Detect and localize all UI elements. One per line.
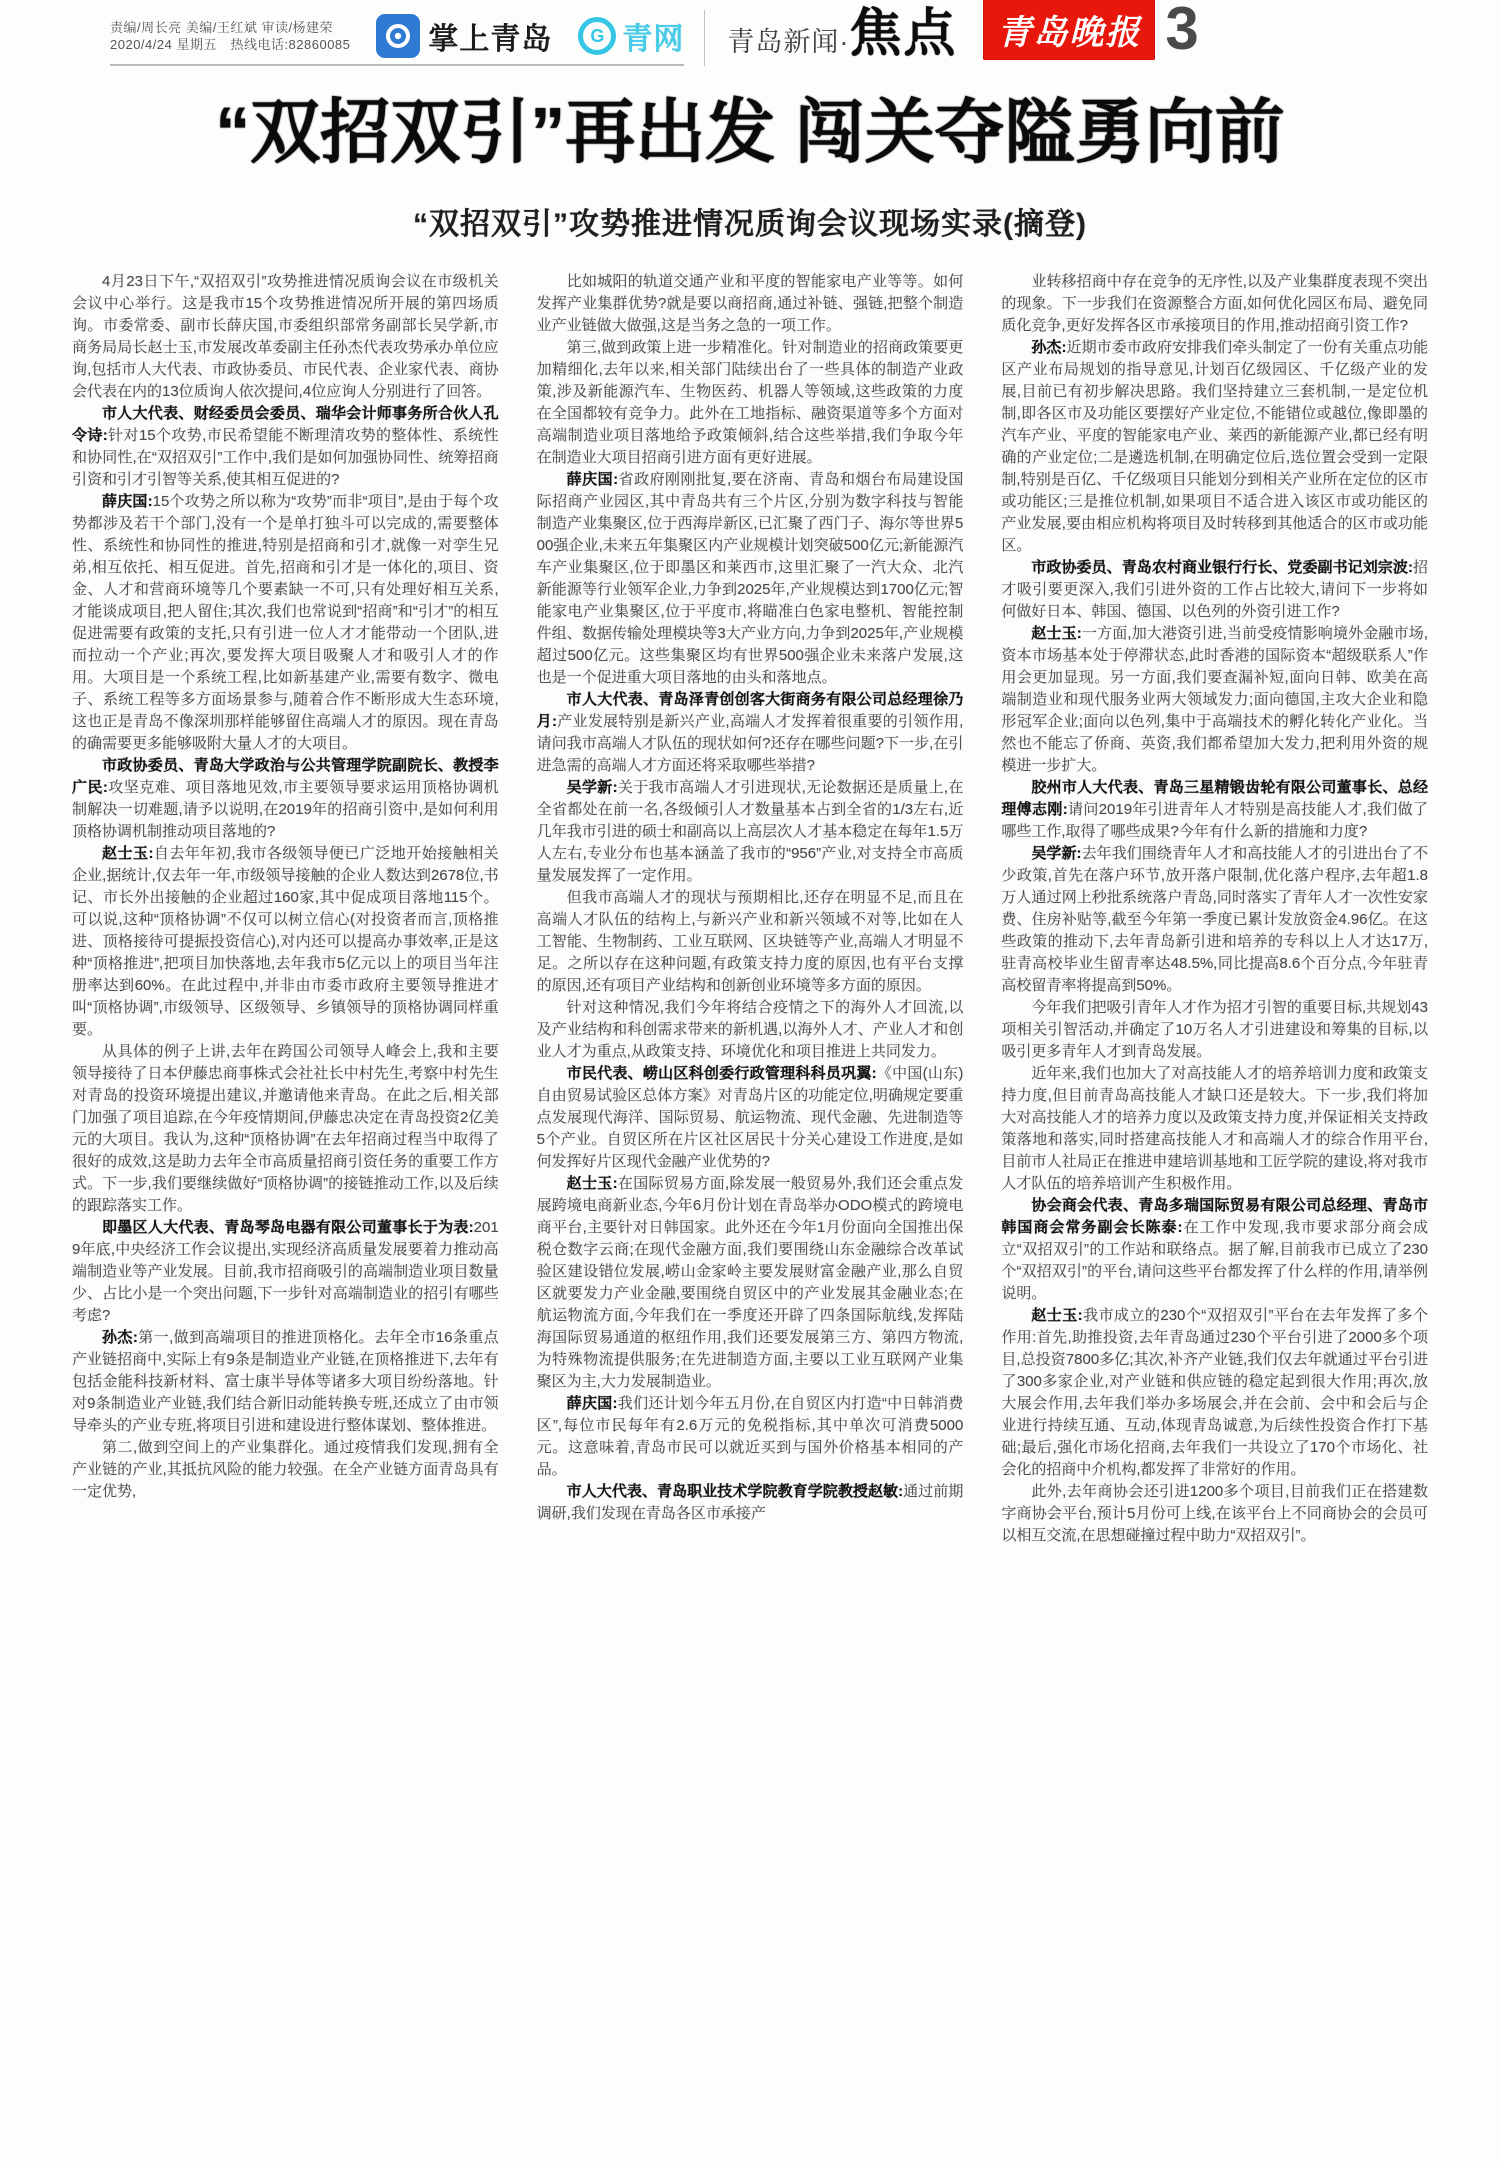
body-paragraph: 针对这种情况,我们今年将结合疫情之下的海外人才回流,以及产业结构和科创需求带来的新机遇,以海外人才、产业人才和创业人才为重点,从政策支持、环境优化和项目推进上共同发力。 xyxy=(536,999,964,1060)
speaker-lead: 协会商会代表、青岛多瑞国际贸易有限公司总经理、青岛市韩国商会常务副会长陈泰: xyxy=(1001,1197,1429,1236)
web-logo-label: 青网 xyxy=(622,23,685,56)
speaker-lead: 薛庆国: xyxy=(102,493,153,510)
body-paragraph: 赵士玉:一方面,加大港资引进,当前受疫情影响境外金融市场,资本市场基本处于停滞状态,此时香港的国际资本“超级联系人”作用会更加显现。另一方面,我们要查漏补短,面向日韩、欧美在高端制造业和现代服务业两大领域发力;面向德国,主攻大企业和隐形冠军企业;面向以色列,集中于高端技术的孵化转化产业化。当然也不能忘了侨商、英资,我们都希望加大发力,把利用外资的规模进一步扩大。 xyxy=(1001,625,1429,774)
body-paragraph: 市人大代表、青岛职业技术学院教育学院教授赵敏:通过前期调研,我们发现在青岛各区市承接产 xyxy=(536,1483,964,1522)
body-paragraph: 吴学新:关于我市高端人才引进现状,无论数据还是质量上,在全省都处在前一名,各级倾引人才数量基本占到全省的1/3左右,近几年我市引进的硕士和副高以上高层次人才基本稳定在每年1.5万人左右,专业分布也基本涵盖了我市的“956”产业,对支持全市高质量发展发挥了一定作用。 xyxy=(536,779,964,884)
body-paragraph: 吴学新:去年我们围绕青年人才和高技能人才的引进出台了不少政策,首先在落户环节,放开落户限制,优化落户程序,去年超1.8万人通过网上秒批系统落户青岛,同时落实了青年人才一次性安家费、住房补贴等,截至今年第一季度已累计发放资金4.96亿。在这些政策的推动下,去年青岛新引进和培养的专科以上人才达17万,驻青高校毕业生留青率达48.5%,同比提高8.6个百分点,今年驻青高校留青率将提高到50%。 xyxy=(1001,845,1429,994)
credits-block xyxy=(110,19,350,53)
speaker-lead: 孙杰: xyxy=(1031,339,1067,356)
column-3 xyxy=(1001,271,1428,2156)
masthead-divider xyxy=(704,10,705,66)
speaker-lead: 市人大代表、青岛职业技术学院教育学院教授赵敏: xyxy=(566,1483,904,1500)
speaker-lead: 市人大代表、财经委员会委员、瑞华会计师事务所合伙人孔令诗: xyxy=(72,405,499,444)
qingwang-logo-icon: G xyxy=(578,17,616,55)
speaker-lead: 孙杰: xyxy=(102,1329,138,1346)
speaker-lead: 赵士玉: xyxy=(1031,1307,1083,1324)
speaker-lead: 赵士玉: xyxy=(1031,625,1082,642)
main-headline: “双招双引”再出发 闯关夺隘勇向前 xyxy=(215,93,1285,171)
body-paragraph: 第三,做到政策上进一步精准化。针对制造业的招商政策要更加精细化,去年以来,相关部门陆续出台了一些具体的制造产业政策,涉及新能源汽车、生物医药、机器人等领域,这些政策的力度在全国都较有竞争力。此外在工地指标、融资渠道等多个方面对高端制造业项目落地给予政策倾斜,结合这些举措,我们争取今年在制造业大项目招商引进方面有更好进展。 xyxy=(536,339,964,466)
body-paragraph: 此外,去年商协会还引进1200多个项目,目前我们正在搭建数字商协会平台,预计5月份可上线,在该平台上不同商协会的会员可以相互交流,在思想碰撞过程中助力“双招双引”。 xyxy=(1001,1483,1429,1544)
body-paragraph: 协会商会代表、青岛多瑞国际贸易有限公司总经理、青岛市韩国商会常务副会长陈泰:在工作中发现,我市要求部分商会成立“双招双引”的工作站和联络点。据了解,目前我市已成立了230个“双招双引”的平台,请问这些平台都发挥了什么样的作用,请举例说明。 xyxy=(1001,1197,1429,1302)
body-paragraph: 孙杰:第一,做到高端项目的推进顶格化。去年全市16条重点产业链招商中,实际上有9条是制造业产业链,在顶格推进下,去年有包括金能科技新材料、富士康半导体等诸多大项目纷纷落地。针对9条制造业产业链,我们结合新旧动能转换专班,还成立了由市领导牵头的产业专班,将项目引进和建设进行整体谋划、整体推进。 xyxy=(72,1329,499,1434)
speaker-lead: 即墨区人大代表、青岛琴岛电器有限公司董事长于为表: xyxy=(102,1219,474,1236)
body-paragraph: 从具体的例子上讲,去年在跨国公司领导人峰会上,我和主要领导接待了日本伊藤忠商事株式会社社长中村先生,考察中村先生对青岛的投资环境提出建议,并邀请他来青岛。在此之后,相关部门加强了项目追踪,在今年疫情期间,伊藤忠决定在青岛投资2亿美元的大项目。我认为,这种“顶格协调”在去年招商过程当中取得了很好的成效,这是助力去年全市高质量招商引资任务的重要工作方式。下一步,我们要继续做好“顶格协调”的接链推动工作,以及后续的跟踪落实工作。 xyxy=(72,1043,499,1214)
date-hotline-line: 2020/4/24 星期五 热线电话:82860085 xyxy=(110,37,351,52)
app-logo xyxy=(376,14,552,58)
body-paragraph: 赵士玉:在国际贸易方面,除发展一般贸易外,我们还会重点发展跨境电商新业态,今年6月份计划在青岛举办ODO模式的跨境电商平台,主要针对日韩国家。此外还在今年1月份面向全国推出保税仓数字云商;在现代金融方面,我们要围绕山东金融综合改革试验区建设错位发展,崂山金家岭主要发展财富金融产业,那么自贸区就要发力产业金融,要围绕自贸区中的产业发展其金融业态;在航运物流方面,今年我们在一季度还开辟了四条国际航线,发挥陆海国际贸易通道的枢纽作用,我们还要发展第三方、第四方物流,为特殊物流提供服务;在先进制造方面,主要以工业互联网产业集聚区为主,大力发展制造业。 xyxy=(536,1175,964,1390)
speaker-lead: 吴学新: xyxy=(1031,845,1082,862)
body-paragraph: 市人大代表、财经委员会委员、瑞华会计师事务所合伙人孔令诗:针对15个攻势,市民希望能不断理清攻势的整体性、系统性和协同性,在“双招双引”工作中,我们是如何加强协同性、统筹招商引资和引才引智等关系,使其相互促进的? xyxy=(72,405,499,488)
speaker-lead: 市政协委员、青岛大学政治与公共管理学院副院长、教授李广民: xyxy=(72,757,499,796)
paper-name-badge: 青岛晚报 xyxy=(983,0,1155,60)
web-logo xyxy=(578,14,684,58)
speaker-lead: 市民代表、崂山区科创委行政管理科科员巩翼: xyxy=(566,1065,877,1082)
spiral-logo-icon xyxy=(376,14,420,58)
app-logo-label: 掌上青岛 xyxy=(428,23,553,56)
page-number: 3 xyxy=(1165,0,1199,62)
body-paragraph: 4月23日下午,“双招双引”攻势推进情况质询会议在市级机关会议中心举行。这是我市15个攻势推进情况所开展的第四场质询。市委常委、副市长薛庆国,市委组织部常务副部长吴学新,市商务局局长赵士玉,市发展改革委副主任孙杰代表攻势承办单位应询,包括市人大代表、市政协委员、市民代表、企业家代表、商协会代表在内的13位质询人依次提问,4位应询人分别进行了回答。 xyxy=(72,273,499,400)
body-paragraph: 赵士玉:我市成立的230个“双招双引”平台在去年发挥了多个作用:首先,助推投资,去年青岛通过230个平台引进了2000多个项目,总投资7800多亿;其次,补齐产业链,我们仅去年就通过平台引进了300多家企业,对产业链和供应链的稳定起到很大作用;再次,放大展会作用,去年我们举办多场展会,并在会前、会中和会后与企业进行持续互通、互动,体现青岛诚意,为后续性投资合作打下基础;最后,强化市场化招商,去年我们一共设立了170个市场化、社会化的招商中介机构,都发挥了非常好的作用。 xyxy=(1001,1307,1429,1478)
body-columns xyxy=(0,271,1500,2156)
speaker-lead: 吴学新: xyxy=(566,779,618,796)
body-paragraph: 胶州市人大代表、青岛三星精锻齿轮有限公司董事长、总经理傅志刚:请问2019年引进青年人才特别是高技能人才,我们做了哪些工作,取得了哪些成果?今年有什么新的措施和力度? xyxy=(1001,779,1429,840)
body-paragraph: 赵士玉:自去年年初,我市各级领导便已广泛地开始接触相关企业,据统计,仅去年一年,市级领导接触的企业人数达到2678位,书记、市长外出接触的企业超过160家,其中促成项目落地115个。可以说,这种“顶格协调”不仅可以树立信心(对投资者而言,顶格推进、顶格接待可提振投资信心),对内还可以提高办事效率,正是这种“顶格推进”,把项目加快落地,去年我市5亿元以上的项目当年注册率达到60%。在此过程中,并非由市委市政府主要领导推进才叫“顶格协调”,市级领导、区级领导、乡镇领导的顶格协调同样重要。 xyxy=(72,845,499,1038)
speaker-lead: 赵士玉: xyxy=(566,1175,618,1192)
sub-headline: “双招双引”攻势推进情况质询会议现场实录(摘登) xyxy=(413,208,1087,241)
column-1 xyxy=(72,271,499,2156)
body-paragraph: 市人大代表、青岛泽青创创客大街商务有限公司总经理徐乃月:产业发展特别是新兴产业,高端人才发挥着很重要的引领作用,请问我市高端人才队伍的现状如何?还存在哪些问题?下一步,在引进急需的高端人才方面还将采取哪些举措? xyxy=(536,691,964,774)
body-paragraph: 第二,做到空间上的产业集群化。通过疫情我们发现,拥有全产业链的产业,其抵抗风险的能力较强。在全产业链方面青岛具有一定优势, xyxy=(72,1439,499,1500)
body-paragraph: 业转移招商中存在竞争的无序性,以及产业集群度表现不突出的现象。下一步我们在资源整合方面,如何优化园区布局、避免同质化竞争,更好发挥各区市承接项目的作用,推动招商引资工作? xyxy=(1001,273,1429,334)
body-paragraph: 即墨区人大代表、青岛琴岛电器有限公司董事长于为表:2019年底,中央经济工作会议提出,实现经济高质量发展要着力推动高端制造业等产业发展。目前,我市招商吸引的高端制造业项目数量少、占比小是一个突出问题,下一步针对高端制造业的招引有哪些考虑? xyxy=(72,1219,499,1324)
section-name: 焦点 xyxy=(849,5,958,63)
section-prefix: 青岛新闻· xyxy=(727,27,850,57)
body-paragraph: 市政协委员、青岛大学政治与公共管理学院副院长、教授李广民:攻坚克难、项目落地见效,市主要领导要求运用顶格协调机制解决一切难题,请予以说明,在2019年的招商引资中,是如何利用顶格协调机制推动项目落地的? xyxy=(72,757,499,840)
column-2 xyxy=(537,271,964,2156)
speaker-lead: 市政协委员、青岛农村商业银行行长、党委副书记刘宗波: xyxy=(1031,559,1413,576)
section-title xyxy=(727,0,957,66)
body-paragraph: 市政协委员、青岛农村商业银行行长、党委副书记刘宗波:招才吸引要更深入,我们引进外资的工作占比较大,请问下一步将如何做好日本、韩国、德国、以色列的外资引进工作? xyxy=(1001,559,1429,620)
speaker-lead: 薛庆国: xyxy=(566,1395,618,1412)
speaker-lead: 赵士玉: xyxy=(102,845,154,862)
masthead xyxy=(0,0,1500,66)
masthead-right xyxy=(727,0,1460,66)
speaker-lead: 市人大代表、青岛泽青创创客大街商务有限公司总经理徐乃月: xyxy=(536,691,964,730)
body-paragraph: 但我市高端人才的现状与预期相比,还存在明显不足,而且在高端人才队伍的结构上,与新兴产业和新兴领域不对等,比如在人工智能、生物制药、工业互联网、区块链等产业,高端人才明显不足。之所以存在这种问题,有政策支持力度的原因,也有平台支撑的原因,还有项目产业结构和创新创业环境等多方面的原因。 xyxy=(536,889,964,994)
speaker-lead: 薛庆国: xyxy=(566,471,619,488)
body-paragraph: 薛庆国:省政府刚刚批复,要在济南、青岛和烟台布局建设国际招商产业园区,其中青岛共有三个片区,分别为数字科技与智能制造产业集聚区,位于西海岸新区,已汇聚了西门子、海尔等世界500强企业,未来五年集聚区内产业规模计划突破500亿元;新能源汽车产业集聚区,位于即墨区和莱西市,这里汇聚了一汽大众、北汽新能源等行业领军企业,力争到2025年,产业规模达到1700亿元;智能家电产业集聚区,位于平度市,将瞄准白色家电整机、智能控制件组、数据传输处理模块等3大产业方向,力争到2025年,产业规模超过500亿元。这些集聚区均有世界500强企业未来落户发展,这也是一个促进重大项目落地的由头和落地点。 xyxy=(536,471,964,686)
body-paragraph: 市民代表、崂山区科创委行政管理科科员巩翼:《中国(山东)自由贸易试验区总体方案》对青岛片区的功能定位,明确规定要重点发展现代海洋、国际贸易、航运物流、现代金融、先进制造等5个产业。自贸区所在片区社区居民十分关心建设工作进度,是如何发挥好片区现代金融产业优势的? xyxy=(536,1065,964,1170)
body-paragraph: 近年来,我们也加大了对高技能人才的培养培训力度和政策支持力度,但目前青岛高技能人才缺口还是较大。下一步,我们将加大对高技能人才的培养力度以及政策支持力度,并保证相关支持政策落地和落实,同时搭建高技能人才和高端人才的综合作用平台,目前市人社局正在推进申建培训基地和工匠学院的建设,将对我市人才队伍的培养培训产生积极作用。 xyxy=(1001,1065,1429,1192)
body-paragraph: 薛庆国:我们还计划今年五月份,在自贸区内打造“中日韩消费区”,每位市民每年有2.6万元的免税指标,其中单次可消费5000元。这意味着,青岛市民可以就近买到与国外价格基本相同的产品。 xyxy=(536,1395,964,1478)
body-paragraph: 比如城阳的轨道交通产业和平度的智能家电产业等等。如何发挥产业集群优势?就是要以商招商,通过补链、强链,把整个制造业产业链做大做强,这是当务之急的一项工作。 xyxy=(536,273,964,334)
credits-line: 责编/周长亮 美编/王红斌 审读/杨建荣 xyxy=(110,20,334,35)
body-paragraph: 今年我们把吸引青年人才作为招才引智的重要目标,共规划43项相关引智活动,并确定了10万名人才引进建设和筹集的目标,以吸引更多青年人才到青岛发展。 xyxy=(1001,999,1429,1060)
speaker-lead: 胶州市人大代表、青岛三星精锻齿轮有限公司董事长、总经理傅志刚: xyxy=(1001,779,1429,818)
masthead-left xyxy=(110,14,684,66)
body-paragraph: 孙杰:近期市委市政府安排我们牵头制定了一份有关重点功能区产业布局规划的指导意见,计划百亿级园区、千亿级产业的发展,目前已有初步解决思路。我们坚持建立三套机制,一是定位机制,即各区市及功能区要摆好产业定位,不能错位或越位,像即墨的汽车产业、平度的智能家电产业、莱西的新能源产业,都已经有明确的产业定位;二是遴选机制,在明确定位后,选位置会受到一定限制,特别是百亿、千亿级项目只能划分到相关产业所在定位的区市或功能区;三是推位机制,如果项目不适合进入该区市或功能区的产业发展,要由相应机构将项目及时转移到其他适合的区市或功能区。 xyxy=(1001,339,1429,554)
body-paragraph: 薛庆国:15个攻势之所以称为“攻势”而非“项目”,是由于每个攻势都涉及若干个部门,没有一个是单打独斗可以完成的,需要整体性、系统性和协同性的推进,特别是招商和引才,就像一对孪生兄弟,相互依托、相互促进。首先,招商和引才是一体化的,项目、资金、人才和营商环境等几个要素缺一不可,只有处理好相互关系,才能谈成项目,把人留住;其次,我们也常说到“招商”和“引才”的相互促进需要有政策的支托,只有引进一位人才才能带动一个团队,进而拉动一个产业;再次,要发挥大项目吸聚人才和吸引人才的作用。大项目是一个系统工程,比如新基建产业,需要有数字、微电子、系统工程等多方面场景参与,随着合作不断形成大生态环境,这也正是青岛不像深圳那样能够留住高端人才的原因。现在青岛的确需要更多能够吸附大量人才的大项目。 xyxy=(72,493,499,752)
